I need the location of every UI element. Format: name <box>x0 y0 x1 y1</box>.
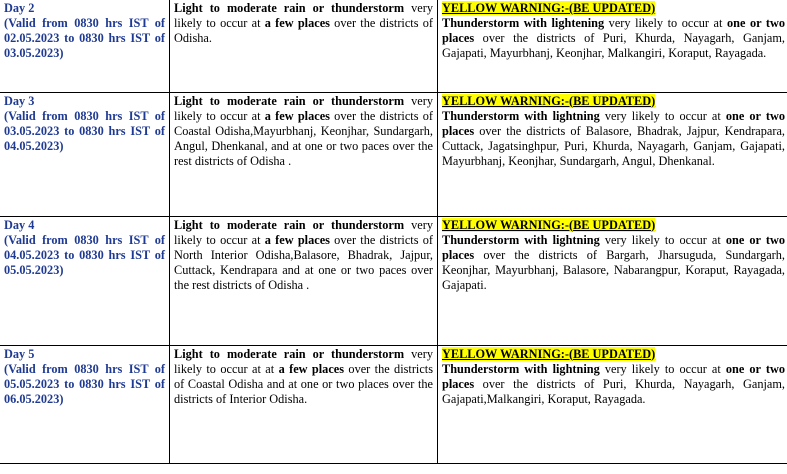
rain-forecast-cell <box>170 345 438 463</box>
rain-text-districts: over the districts of Odisha. <box>174 16 433 45</box>
validity-period: (Valid from 0830 hrs IST of 03.05.2023 to 0830 hrs IST of 04.05.2023) <box>4 108 165 153</box>
rain-bold-text: Light to moderate rain or thunderstorm <box>174 346 405 361</box>
warning-bold-text: Thunderstorm with lightening <box>442 16 605 30</box>
yellow-warning-label: YELLOW WARNING:-(BE UPDATED) <box>442 217 656 232</box>
warning-cell <box>438 216 787 345</box>
warning-cell <box>438 345 787 463</box>
rain-bold-places: a few places <box>264 16 330 30</box>
day-label: Day 3 <box>4 93 35 108</box>
warning-bold-places: one or two places <box>442 108 785 138</box>
table-row-day-5 <box>0 345 787 463</box>
rain-text-districts: over the districts of North Interior Odisha,Balasore, Bhadrak, Jajpur, Cuttack, Kendrapara and at one or two paces over the rest districts of Odisha . <box>174 232 433 292</box>
table-row-day-4 <box>0 216 787 345</box>
rain-text-districts: over the districts of Coastal Odisha and at one or two places over the districts of Interior Odisha. <box>174 361 433 406</box>
day-cell <box>0 0 170 92</box>
warning-bold-text: Thunderstorm with lightning <box>442 108 600 123</box>
warning-cell <box>438 0 787 92</box>
day-label: Day 4 <box>4 217 35 232</box>
rain-bold-text: Light to moderate rain or thunderstorm <box>174 217 405 232</box>
warning-text-districts: over the districts of Puri, Khurda, Nayagarh, Ganjam, Gajapati, Mayurbhanj, Keonjhar, Malkangiri, Koraput, Rayagada. <box>442 31 785 60</box>
validity-period: (Valid from 0830 hrs IST of 05.05.2023 to 0830 hrs IST of 06.05.2023) <box>4 361 165 406</box>
warning-text: very likely to occur at <box>604 16 727 30</box>
rain-bold-text: Light to moderate rain or thunderstorm <box>174 1 405 15</box>
yellow-warning-label: YELLOW WARNING:-(BE UPDATED) <box>442 1 656 15</box>
warning-text: very likely to occur at <box>599 361 726 376</box>
day-cell <box>0 216 170 345</box>
rain-forecast-cell <box>170 92 438 216</box>
warning-bold-text: Thunderstorm with lightning <box>442 361 600 376</box>
warning-text: very likely to occur at <box>599 232 726 247</box>
warning-bold-places: one or two places <box>442 361 785 391</box>
warning-text: very likely to occur at <box>599 108 726 123</box>
yellow-warning-label: YELLOW WARNING:-(BE UPDATED) <box>442 93 656 108</box>
table-row-day-3 <box>0 92 787 216</box>
day-cell <box>0 345 170 463</box>
day-label: Day 2 <box>4 1 35 15</box>
warning-cell <box>438 92 787 216</box>
warning-bold-places: one or two places <box>442 232 785 262</box>
rain-text-districts: over the districts of Coastal Odisha,Mayurbhanj, Keonjhar, Sundargarh, Angul, Dhenkanal, and at one or two paces over the rest districts of Odisha . <box>174 108 433 168</box>
warning-bold-places: one or two places <box>442 16 786 45</box>
rain-bold-places: a few places <box>264 108 330 123</box>
validity-period: (Valid from 0830 hrs IST of 04.05.2023 to 0830 hrs IST of 05.05.2023) <box>4 232 165 277</box>
day-cell <box>0 92 170 216</box>
rain-text: very likely to occur at <box>174 217 433 247</box>
yellow-warning-label: YELLOW WARNING:-(BE UPDATED) <box>442 346 656 361</box>
validity-period: (Valid from 0830 hrs IST of 02.05.2023 to 0830 hrs IST of 03.05.2023) <box>4 16 165 60</box>
day-label: Day 5 <box>4 346 35 361</box>
rain-forecast-cell <box>170 216 438 345</box>
warning-text-districts: over the districts of Puri, Khurda, Nayagarh, Ganjam, Gajapati,Malkangiri, Koraput, Rayagada. <box>442 376 785 406</box>
rain-bold-text: Light to moderate rain or thunderstorm <box>174 93 405 108</box>
rain-text: very likely to occur at at <box>174 346 433 376</box>
rain-forecast-cell <box>170 0 438 92</box>
rain-bold-places: a few places <box>278 361 345 376</box>
warning-bold-text: Thunderstorm with lightning <box>442 232 600 247</box>
table-row-day-2 <box>0 0 787 92</box>
rain-text: very likely to occur at <box>174 1 433 30</box>
rain-bold-places: a few places <box>264 232 330 247</box>
rain-text: very likely to occur at <box>174 93 433 123</box>
warning-text-districts: over the districts of Balasore, Bhadrak, Jajpur, Kendrapara, Cuttack, Jagatsinghpur, Puri, Khurda, Nayagarh, Ganjam, Gajapati, Mayurbhanj, Keonjhar, Sundargarh, Angul, Dhenkanal. <box>442 123 785 168</box>
warning-text-districts: over the districts of Bargarh, Jharsuguda, Sundargarh, Keonjhar, Mayurbhanj, Balasore, Nabarangpur, Koraput, Rayagada, Gajapati. <box>442 247 785 292</box>
